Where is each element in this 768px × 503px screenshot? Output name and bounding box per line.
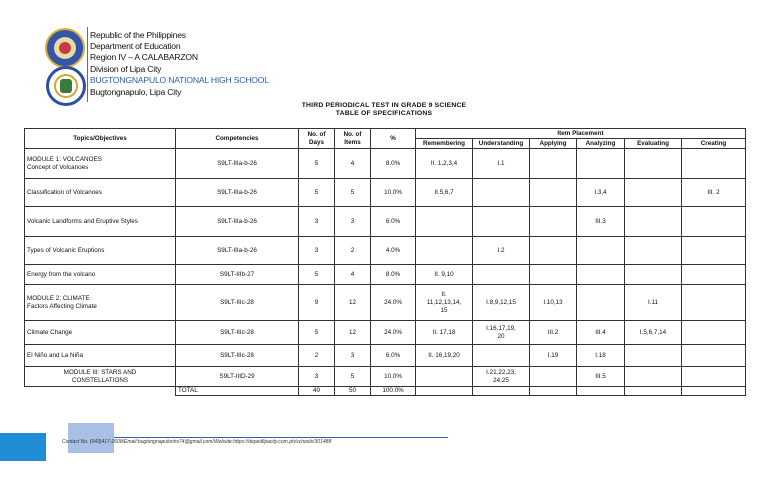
cell-items: 3 [335, 345, 371, 367]
header-evaluating: Evaluating [625, 139, 682, 149]
cell-und: I.21,22,23, 24,25 [473, 367, 530, 387]
cell-rem: II. 17,18 [416, 321, 473, 345]
header-divider [87, 27, 88, 102]
cell-app: III.2 [530, 321, 577, 345]
table-row [25, 345, 746, 367]
document-subtitle: TABLE OF SPECIFICATIONS [335, 110, 433, 117]
total-rem [416, 387, 473, 396]
footer-rule [114, 437, 448, 438]
cell-competency: S9LT-IIIa-b-26 [176, 237, 299, 265]
cell-rem: II. 11,12,13,14, 15 [416, 285, 473, 321]
cell-rem: II.5,6,7 [416, 179, 473, 207]
cell-cre [682, 237, 746, 265]
header-topic: Topics/Objectives [25, 129, 176, 149]
cell-ana [577, 149, 625, 179]
cell-rem [416, 367, 473, 387]
cell-percent: 8.0% [371, 149, 416, 179]
cell-und [473, 207, 530, 237]
cell-und [473, 265, 530, 285]
cell-percent: 6.0% [371, 207, 416, 237]
header-analyzing: Analyzing [577, 139, 625, 149]
footer-accent-bar [0, 433, 46, 461]
cell-competency: S9LT-IIIa-b-26 [176, 149, 299, 179]
cell-rem [416, 207, 473, 237]
cell-items: 4 [335, 149, 371, 179]
cell-ana: I.3,4 [577, 179, 625, 207]
cell-app [530, 149, 577, 179]
cell-topic: MODULE III: STARS AND CONSTELLATIONS [25, 367, 176, 387]
table-row [25, 265, 746, 285]
cell-percent: 8.0% [371, 265, 416, 285]
header-remembering: Remembering [416, 139, 473, 149]
cell-items: 5 [335, 367, 371, 387]
header-republic: Republic of the Philippines [90, 30, 186, 40]
table-body [25, 149, 746, 387]
cell-und [473, 345, 530, 367]
cell-items: 4 [335, 265, 371, 285]
header-percent: % [371, 129, 416, 149]
cell-days: 3 [299, 367, 335, 387]
cell-competency: S9LT-IIIb-27 [176, 265, 299, 285]
footer-contact: Contact No. (043)417-2608/Email:bugtongnapulonhs74@gmail.com/Website:https://depedlipacity.com.ph/schools/301488 [62, 439, 332, 445]
cell-competency: S9LT-IIIc-28 [176, 285, 299, 321]
cell-topic: Volcanic Landforms and Eruptive Styles [25, 207, 176, 237]
cell-ana [577, 285, 625, 321]
total-days: 40 [299, 387, 335, 396]
cell-competency: S9LT-IIIa-b-26 [176, 179, 299, 207]
cell-percent: 10.0% [371, 367, 416, 387]
total-label: TOTAL [176, 387, 299, 396]
cell-und: I.1 [473, 149, 530, 179]
header-department: Department of Education [90, 41, 181, 51]
header-items: No. of Items [335, 129, 371, 149]
cell-cre: III. 2 [682, 179, 746, 207]
cell-rem [416, 237, 473, 265]
header-creating: Creating [682, 139, 746, 149]
school-seal-logo [46, 66, 86, 106]
table-row [25, 367, 746, 387]
cell-days: 9 [299, 285, 335, 321]
cell-days: 3 [299, 207, 335, 237]
cell-ana [577, 237, 625, 265]
cell-topic: El Niño and La Niña [25, 345, 176, 367]
cell-percent: 4.0% [371, 237, 416, 265]
table-row [25, 179, 746, 207]
cell-topic: Climate Change [25, 321, 176, 345]
total-items: 50 [335, 387, 371, 396]
cell-ana: III.4 [577, 321, 625, 345]
cell-eva [625, 265, 682, 285]
cell-competency: S9LT-IIIc-28 [176, 321, 299, 345]
table-row [25, 285, 746, 321]
total-percent: 100.0% [371, 387, 416, 396]
cell-cre [682, 345, 746, 367]
cell-competency: S9LT-IIIc-28 [176, 345, 299, 367]
cell-und [473, 179, 530, 207]
header-address: Bugtongnapulo, Lipa City [90, 87, 182, 97]
cell-ana [577, 265, 625, 285]
cell-items: 12 [335, 321, 371, 345]
cell-rem: II. 1,2,3,4 [416, 149, 473, 179]
cell-topic: Types of Volcanic Eruptions [25, 237, 176, 265]
cell-eva: I.11 [625, 285, 682, 321]
cell-cre [682, 265, 746, 285]
total-und [473, 387, 530, 396]
cell-topic: MODULE 2: CLIMATE Factors Affecting Climate [25, 285, 176, 321]
total-ana [577, 387, 625, 396]
cell-topic: Classification of Volcanoes [25, 179, 176, 207]
cell-cre [682, 285, 746, 321]
cell-app [530, 367, 577, 387]
table-header-row [25, 129, 746, 139]
table-total-row [25, 387, 746, 396]
cell-rem: II. 9,10 [416, 265, 473, 285]
cell-items: 2 [335, 237, 371, 265]
cell-ana: III.5 [577, 367, 625, 387]
header-days: No. of Days [299, 129, 335, 149]
cell-ana: III.3 [577, 207, 625, 237]
deped-seal-logo [45, 28, 85, 68]
table-row [25, 237, 746, 265]
cell-cre [682, 321, 746, 345]
cell-und: I.16,17,19, 20 [473, 321, 530, 345]
cell-und: I.8,9,12,15 [473, 285, 530, 321]
cell-percent: 10.0% [371, 179, 416, 207]
cell-days: 2 [299, 345, 335, 367]
cell-eva [625, 345, 682, 367]
cell-days: 5 [299, 149, 335, 179]
cell-app [530, 237, 577, 265]
specification-table [24, 128, 746, 396]
cell-cre [682, 149, 746, 179]
cell-competency: S9LT-IIIa-b-26 [176, 207, 299, 237]
cell-items: 3 [335, 207, 371, 237]
total-blank [25, 387, 176, 396]
cell-rem: II. 16,19,20 [416, 345, 473, 367]
cell-eva [625, 237, 682, 265]
cell-cre [682, 207, 746, 237]
table-row [25, 321, 746, 345]
cell-eva [625, 207, 682, 237]
header-understanding: Understanding [473, 139, 530, 149]
total-eva [625, 387, 682, 396]
cell-topic: MODULE 1: VOLCANOES Concept of Volcanoes [25, 149, 176, 179]
cell-app: I.19 [530, 345, 577, 367]
cell-app [530, 265, 577, 285]
cell-ana: I.18 [577, 345, 625, 367]
table-row [25, 149, 746, 179]
cell-topic: Energy from the volcano [25, 265, 176, 285]
cell-days: 5 [299, 179, 335, 207]
cell-days: 5 [299, 265, 335, 285]
cell-app [530, 179, 577, 207]
cell-und: I.2 [473, 237, 530, 265]
document-title: THIRD PERIODICAL TEST IN GRADE 9 SCIENCE [301, 102, 467, 109]
cell-items: 5 [335, 179, 371, 207]
header-division: Division of Lipa City [90, 64, 162, 74]
cell-percent: 24.0% [371, 285, 416, 321]
header-applying: Applying [530, 139, 577, 149]
header-competencies: Competencies [176, 129, 299, 149]
cell-app [530, 207, 577, 237]
deped-seal-core [59, 42, 71, 54]
cell-items: 12 [335, 285, 371, 321]
cell-eva [625, 367, 682, 387]
total-app [530, 387, 577, 396]
cell-eva: I.5,6,7,14 [625, 321, 682, 345]
cell-eva [625, 179, 682, 207]
cell-days: 5 [299, 321, 335, 345]
cell-eva [625, 149, 682, 179]
footer-accent-box [68, 423, 114, 453]
cell-cre [682, 367, 746, 387]
cell-percent: 24.0% [371, 321, 416, 345]
total-cre [682, 387, 746, 396]
cell-app: I.10,13 [530, 285, 577, 321]
table-row [25, 207, 746, 237]
header-region: Region IV – A CALABARZON [90, 52, 198, 62]
cell-days: 3 [299, 237, 335, 265]
header-item-placement: Item Placement [416, 129, 746, 139]
school-seal-core [60, 79, 72, 93]
cell-percent: 6.0% [371, 345, 416, 367]
cell-competency: S9LT-IIID-29 [176, 367, 299, 387]
header-school-name: BUGTONGNAPULO NATIONAL HIGH SCHOOL [90, 75, 269, 85]
